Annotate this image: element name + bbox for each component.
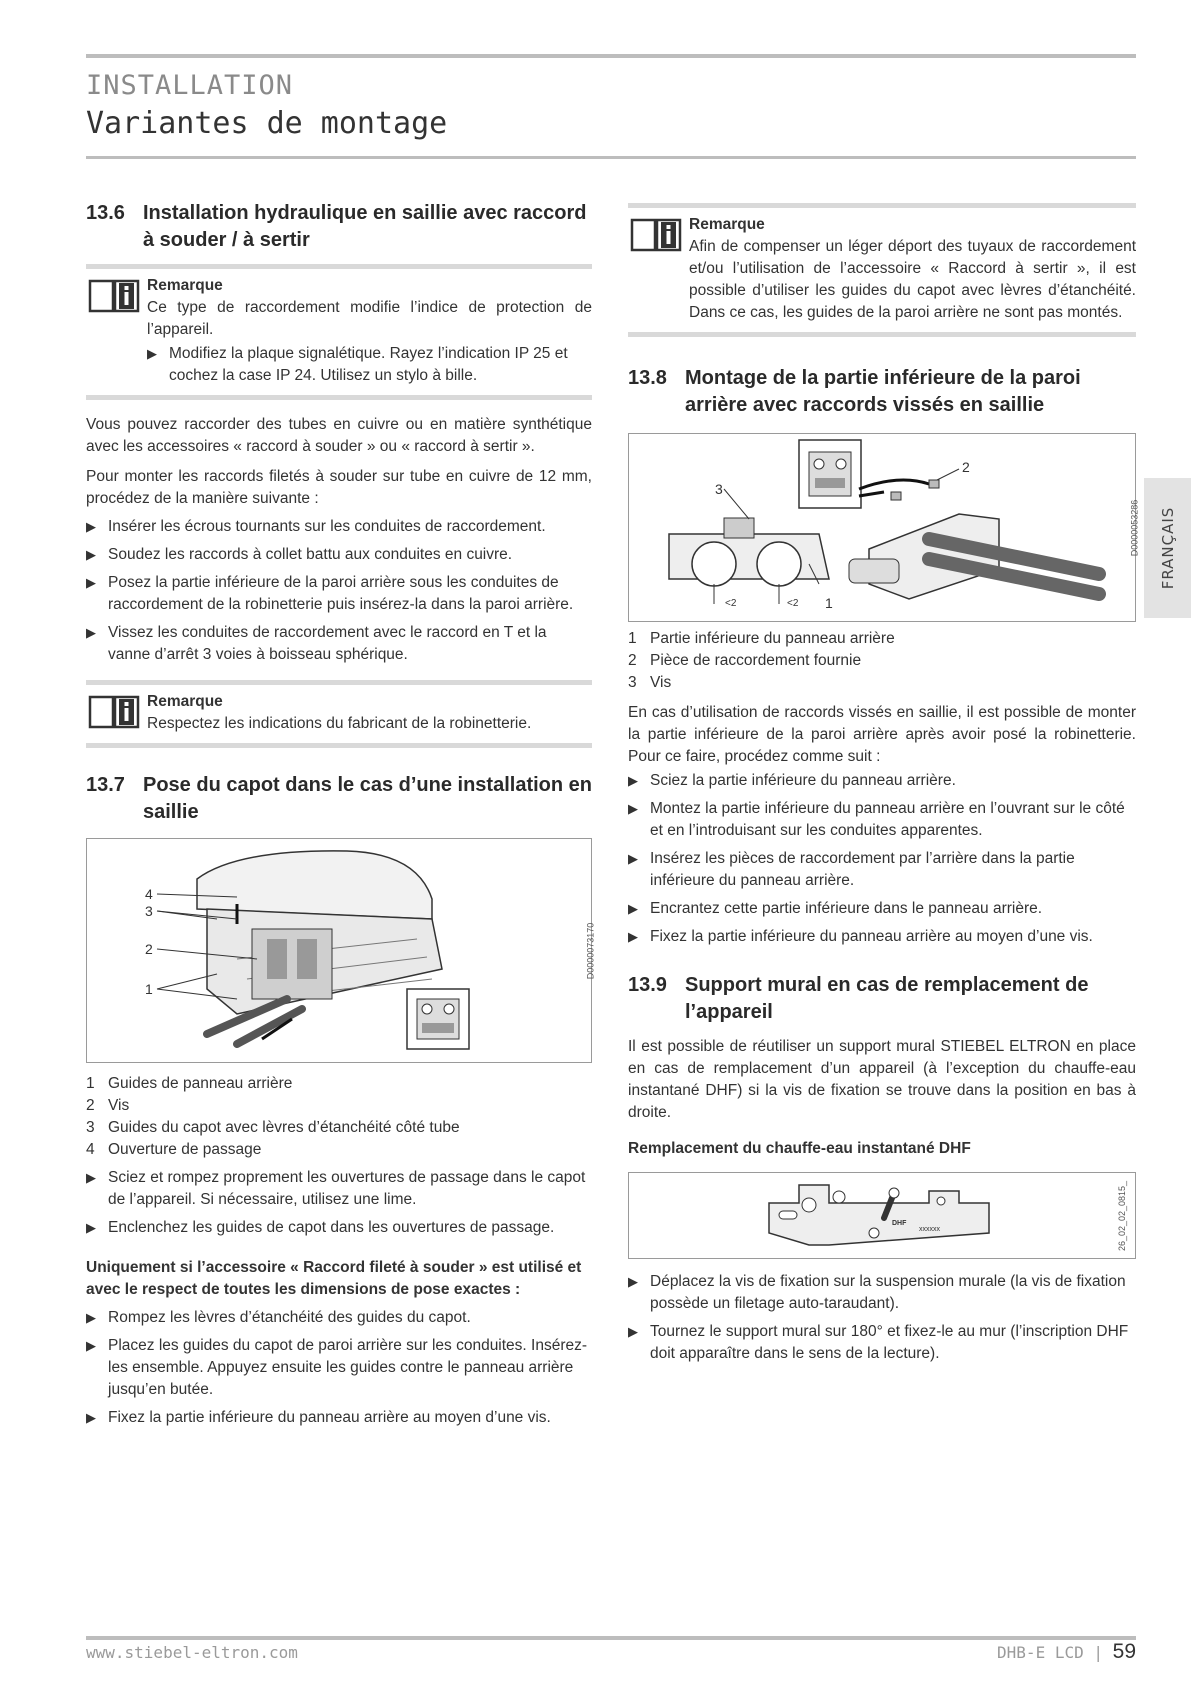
step-text: Sciez et rompez proprement les ouvertures de passage dans le capot de l’appareil. Si nécessaire, utilisez une lime. [108,1169,586,1208]
footer-page-info [997,1640,1136,1664]
legend-number: 3 [86,1119,95,1136]
callout-number: 2 [962,459,970,475]
legend-number: 1 [86,1075,95,1092]
paragraph: Pour monter les raccords filetés à souder sur tube en cuivre de 12 mm, procédez de la manière suivante : [86,468,592,507]
legend-text: Guides de panneau arrière [108,1075,293,1092]
step-item [86,572,592,616]
step-text: Rompez les lèvres d’étanchéité des guides du capot. [108,1309,471,1326]
info-book-icon [88,277,140,313]
triangle-bullet-icon: ▶ [628,773,638,788]
step-text: Vissez les conduites de raccordement avec le raccord en T et la vanne d’arrêt 3 voies à boisseau sphérique. [108,624,547,663]
info-book-icon [630,216,682,252]
paragraph: En cas d’utilisation de raccords vissés en saillie, il est possible de monter la partie inférieure de la paroi arrière après avoir posé la robinetterie. Pour ce faire, procédez comme suit : [628,704,1136,765]
step-item [628,898,1136,920]
header-top-rule [86,54,1136,58]
step-item [628,1321,1136,1365]
callout-number: 1 [825,595,833,611]
legend-text: Pièce de raccordement fournie [650,652,862,669]
section-13-8-heading [628,365,1136,419]
footer-model: DHB-E LCD | [997,1643,1103,1662]
triangle-bullet-icon: ▶ [628,901,638,916]
step-item [628,798,1136,842]
section-number: 13.6 [86,202,125,224]
figure-id: D0000053286 [1129,499,1140,556]
wall-bracket-illustration [629,1173,1137,1258]
step-item [86,1335,592,1401]
triangle-bullet-icon: ▶ [86,625,96,640]
note-step [147,343,592,387]
legend-text: Partie inférieure du panneau arrière [650,630,895,647]
lower-panel-illustration [629,434,1137,621]
section-13-9-heading [628,972,1136,1026]
section-number: 13.9 [628,974,667,996]
step-item [86,622,592,666]
note-box [628,208,1136,332]
step-item [86,1407,592,1429]
figure-lower-panel [628,433,1140,622]
callout-number: 4 [145,886,153,902]
figure-wall-bracket [628,1172,1136,1259]
section-number: 13.7 [86,774,125,796]
section-number: 13.8 [628,367,667,389]
legend-text: Ouverture de passage [108,1141,262,1158]
legend-number: 3 [628,674,637,691]
section-title: Pose du capot dans le cas d’une installation en saillie [143,774,592,823]
legend-item [86,1117,592,1139]
step-item [628,1271,1136,1315]
step-text: Encrantez cette partie inférieure dans le panneau arrière. [650,900,1043,917]
triangle-bullet-icon: ▶ [86,547,96,562]
legend-item [628,628,1136,650]
triangle-bullet-icon: ▶ [147,346,157,361]
callout-number: 2 [145,941,153,957]
legend-number: 2 [628,652,637,669]
note-box [86,269,592,395]
legend-number: 1 [628,630,637,647]
legend-text: Vis [108,1097,130,1114]
figure-id: D0000073170 [585,922,596,979]
legend-text: Guides du capot avec lèvres d’étanchéité côté tube [108,1119,460,1136]
step-text: Soudez les raccords à collet battu aux conduites en cuivre. [108,546,513,563]
triangle-bullet-icon: ▶ [86,519,96,534]
figure-legend [628,628,1136,694]
legend-item [86,1095,592,1117]
info-book-icon [88,693,140,729]
triangle-bullet-icon: ▶ [86,1170,96,1185]
step-text: Fixez la partie inférieure du panneau arrière au moyen d’une vis. [650,928,1093,945]
legend-item [86,1139,592,1161]
paragraph: Vous pouvez raccorder des tubes en cuivre ou en matière synthétique avec les accessoires « raccord à souder » ou « raccord à sertir ». [86,416,592,455]
chapter-title: INSTALLATION [86,70,294,101]
triangle-bullet-icon: ▶ [86,575,96,590]
note-text: Ce type de raccordement modifie l’indice de protection de l’appareil. [147,299,592,338]
dimension-label: <2 [787,598,799,609]
step-text: Sciez la partie inférieure du panneau arrière. [650,772,956,789]
note-text: Afin de compenser un léger déport des tuyaux de raccordement et/ou l’utilisation de l’accessoire « Raccord à sertir », il est possible d’utiliser les guides du capot avec lèvres d’étanchéité. Dans ce cas, les guides de la paroi arrière ne sont pas montés. [689,238,1136,321]
step-text: Placez les guides du capot de paroi arrière sur les conduites. Insérez-les ensemble. Appuyez ensuite les guides contre le panneau arrière jusqu’en butée. [108,1337,588,1398]
figure-id: 26_02_02_0815_ [1116,1180,1127,1251]
legend-item [86,1073,592,1095]
condition-paragraph: Uniquement si l’accessoire « Raccord fileté à souder » est utilisé et avec le respect de toutes les dimensions de pose exactes : [86,1259,582,1298]
note-title: Remarque [147,693,223,710]
bracket-label: DHF [892,1220,907,1227]
legend-text: Vis [650,674,672,691]
step-text: Fixez la partie inférieure du panneau arrière au moyen d’une vis. [108,1409,551,1426]
step-text: Déplacez la vis de fixation sur la suspension murale (la vis de fixation possède un filetage auto-taraudant). [650,1273,1126,1312]
header-bottom-rule [86,156,1136,159]
bracket-marks: xxxxxx [919,1226,940,1233]
subheading: Remplacement du chauffe-eau instantané DHF [628,1140,971,1157]
triangle-bullet-icon: ▶ [628,801,638,816]
note-bottom-bar [86,743,592,748]
paragraph: Il est possible de réutiliser un support mural STIEBEL ELTRON en place en cas de remplacement d’un appareil (à l’exception du chauffe-eau instantané DHF) si la vis de fixation se trouve dans la position en bas à droite. [628,1038,1136,1121]
section-title: Montage de la partie inférieure de la paroi arrière avec raccords vissés en saillie [685,367,1081,416]
footer-url: www.stiebel-eltron.com [86,1643,298,1662]
step-item [86,1217,592,1239]
section-13-7-heading [86,772,592,826]
legend-item [628,672,1136,694]
language-tab [1144,478,1191,618]
step-item [628,770,1136,792]
page-title: Variantes de montage [86,106,448,141]
legend-number: 4 [86,1141,95,1158]
step-text: Montez la partie inférieure du panneau arrière en l’ouvrant sur le côté et en l’introduisant sur les conduites apparentes. [650,800,1125,839]
step-text: Insérez les pièces de raccordement par l’arrière dans la partie inférieure du panneau arrière. [650,850,1075,889]
callout-number: 3 [715,481,723,497]
step-item [86,544,592,566]
step-item [86,1307,592,1329]
step-text: Tournez le support mural sur 180° et fixez-le au mur (l’inscription DHF doit apparaître dans le sens de la lecture). [650,1323,1129,1362]
triangle-bullet-icon: ▶ [86,1310,96,1325]
triangle-bullet-icon: ▶ [628,929,638,944]
legend-item [628,650,1136,672]
right-column [628,203,1140,1365]
left-column [86,200,596,1429]
figure-legend [86,1073,592,1161]
section-title: Support mural en cas de remplacement de l’appareil [685,974,1089,1023]
dimension-label: <2 [725,598,737,609]
footer-rule [86,1636,1136,1640]
note-bottom-bar [86,395,592,400]
section-title: Installation hydraulique en saillie avec raccord à souder / à sertir [143,202,587,251]
note-step-text: Modifiez la plaque signalétique. Rayez l’indication IP 25 et cochez la case IP 24. Utilisez un stylo à bille. [169,345,568,384]
note-title: Remarque [689,216,765,233]
section-13-6-heading [86,200,592,254]
step-text: Enclenchez les guides de capot dans les ouvertures de passage. [108,1219,555,1236]
triangle-bullet-icon: ▶ [86,1410,96,1425]
legend-number: 2 [86,1097,95,1114]
page-number: 59 [1112,1640,1136,1663]
language-tab-label: FRANÇAIS [1158,506,1177,590]
callout-number: 1 [145,981,153,997]
figure-cover-install [86,838,596,1063]
triangle-bullet-icon: ▶ [86,1338,96,1353]
note-title: Remarque [147,277,223,294]
step-text: Insérer les écrous tournants sur les conduites de raccordement. [108,518,546,535]
callout-number: 3 [145,903,153,919]
step-item [86,1167,592,1211]
cover-install-illustration [87,839,593,1062]
triangle-bullet-icon: ▶ [86,1220,96,1235]
triangle-bullet-icon: ▶ [628,851,638,866]
step-item [86,516,592,538]
step-text: Posez la partie inférieure de la paroi arrière sous les conduites de raccordement de la robinetterie puis insérez-la dans la paroi arrière. [108,574,574,613]
triangle-bullet-icon: ▶ [628,1324,638,1339]
note-bottom-bar [628,332,1136,337]
triangle-bullet-icon: ▶ [628,1274,638,1289]
step-item [628,926,1136,948]
step-item [628,848,1136,892]
note-box [86,685,592,743]
note-text: Respectez les indications du fabricant de la robinetterie. [147,715,532,732]
